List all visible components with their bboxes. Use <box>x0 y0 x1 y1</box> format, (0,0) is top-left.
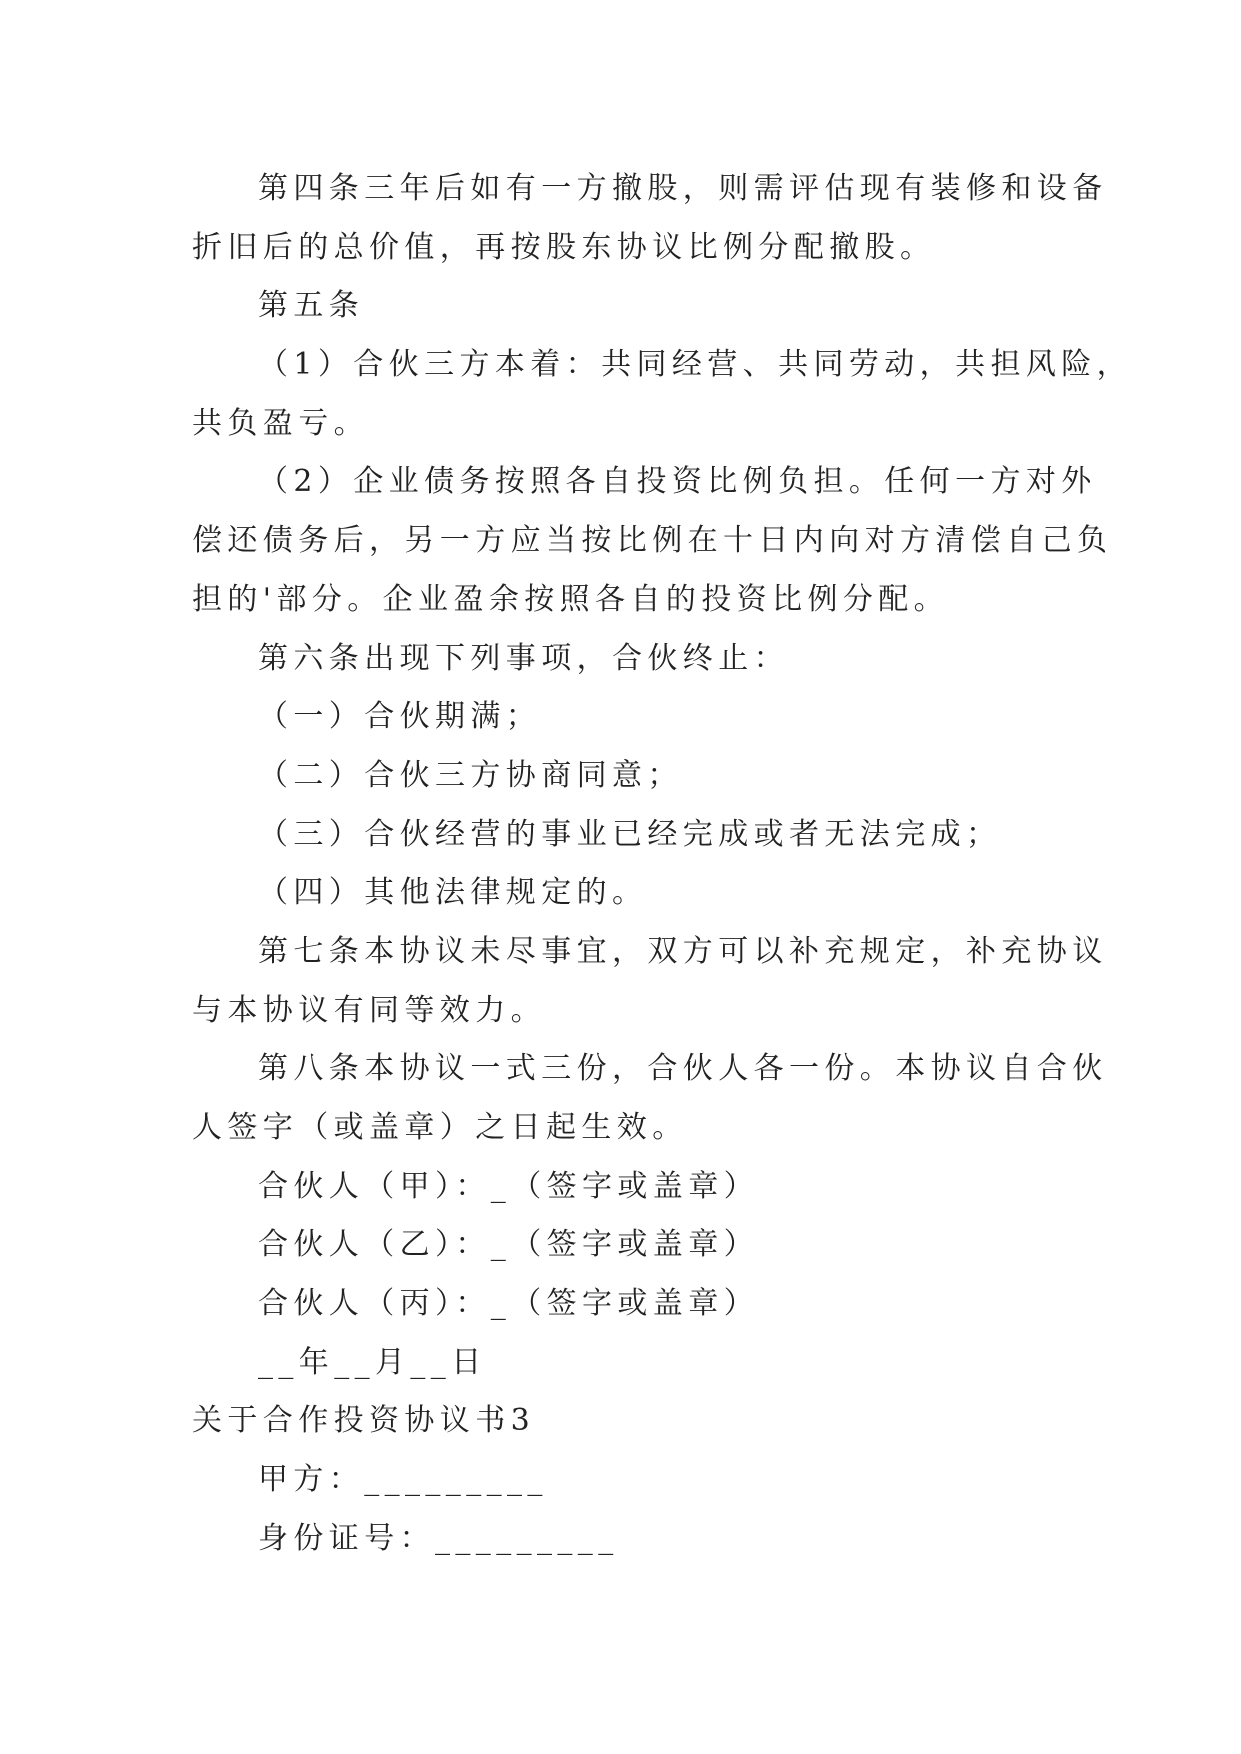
paragraph-article-4: 第四条三年后如有一方撤股，则需评估现有装修和设备 <box>258 171 1108 206</box>
signature-partner-b: 合伙人（乙）：_（签字或盖章） <box>258 1227 759 1263</box>
list-item-6-4: （四）其他法律规定的。 <box>258 875 648 911</box>
section-title: 关于合作投资协议书3 <box>192 1403 536 1439</box>
paragraph-article-4-cont: 折旧后的总价值，再按股东协议比例分配撤股。 <box>192 229 936 265</box>
party-a-field: 甲方：_________ <box>258 1462 548 1498</box>
clause-5-2-cont-1: 偿还债务后，另一方应当按比例在十日内向对方清偿自己负 <box>192 523 1113 559</box>
paragraph-article-7: 第七条本协议未尽事宜，双方可以补充规定，补充协议 <box>258 933 1108 969</box>
clause-5-1: （1）合伙三方本着：共同经营、共同劳动，共担风险， <box>258 347 1133 383</box>
clause-5-2-cont-2: 担的'部分。企业盈余按照各自的投资比例分配。 <box>192 581 950 617</box>
id-number-field: 身份证号：_________ <box>258 1520 619 1556</box>
list-item-6-1: （一）合伙期满； <box>258 699 542 735</box>
paragraph-article-8: 第八条本协议一式三份，合伙人各一份。本协议自合伙 <box>258 1051 1108 1087</box>
signature-partner-c: 合伙人（丙）：_（签字或盖章） <box>258 1286 759 1322</box>
signature-partner-a: 合伙人（甲）：_（签字或盖章） <box>258 1168 759 1204</box>
list-item-6-3: （三）合伙经营的事业已经完成或者无法完成； <box>258 816 1002 852</box>
paragraph-article-6: 第六条出现下列事项，合伙终止： <box>258 640 789 676</box>
list-item-6-2: （二）合伙三方协商同意； <box>258 757 683 793</box>
heading-article-5: 第五条 <box>258 288 365 324</box>
clause-5-1-cont: 共负盈亏。 <box>192 405 369 441</box>
paragraph-article-7-cont: 与本协议有同等效力。 <box>192 992 546 1028</box>
paragraph-article-8-cont: 人签字（或盖章）之日起生效。 <box>192 1110 688 1145</box>
date-line: __年__月__日 <box>258 1344 487 1380</box>
clause-5-2: （2）企业债务按照各自投资比例负担。任何一方对外 <box>258 464 1097 500</box>
